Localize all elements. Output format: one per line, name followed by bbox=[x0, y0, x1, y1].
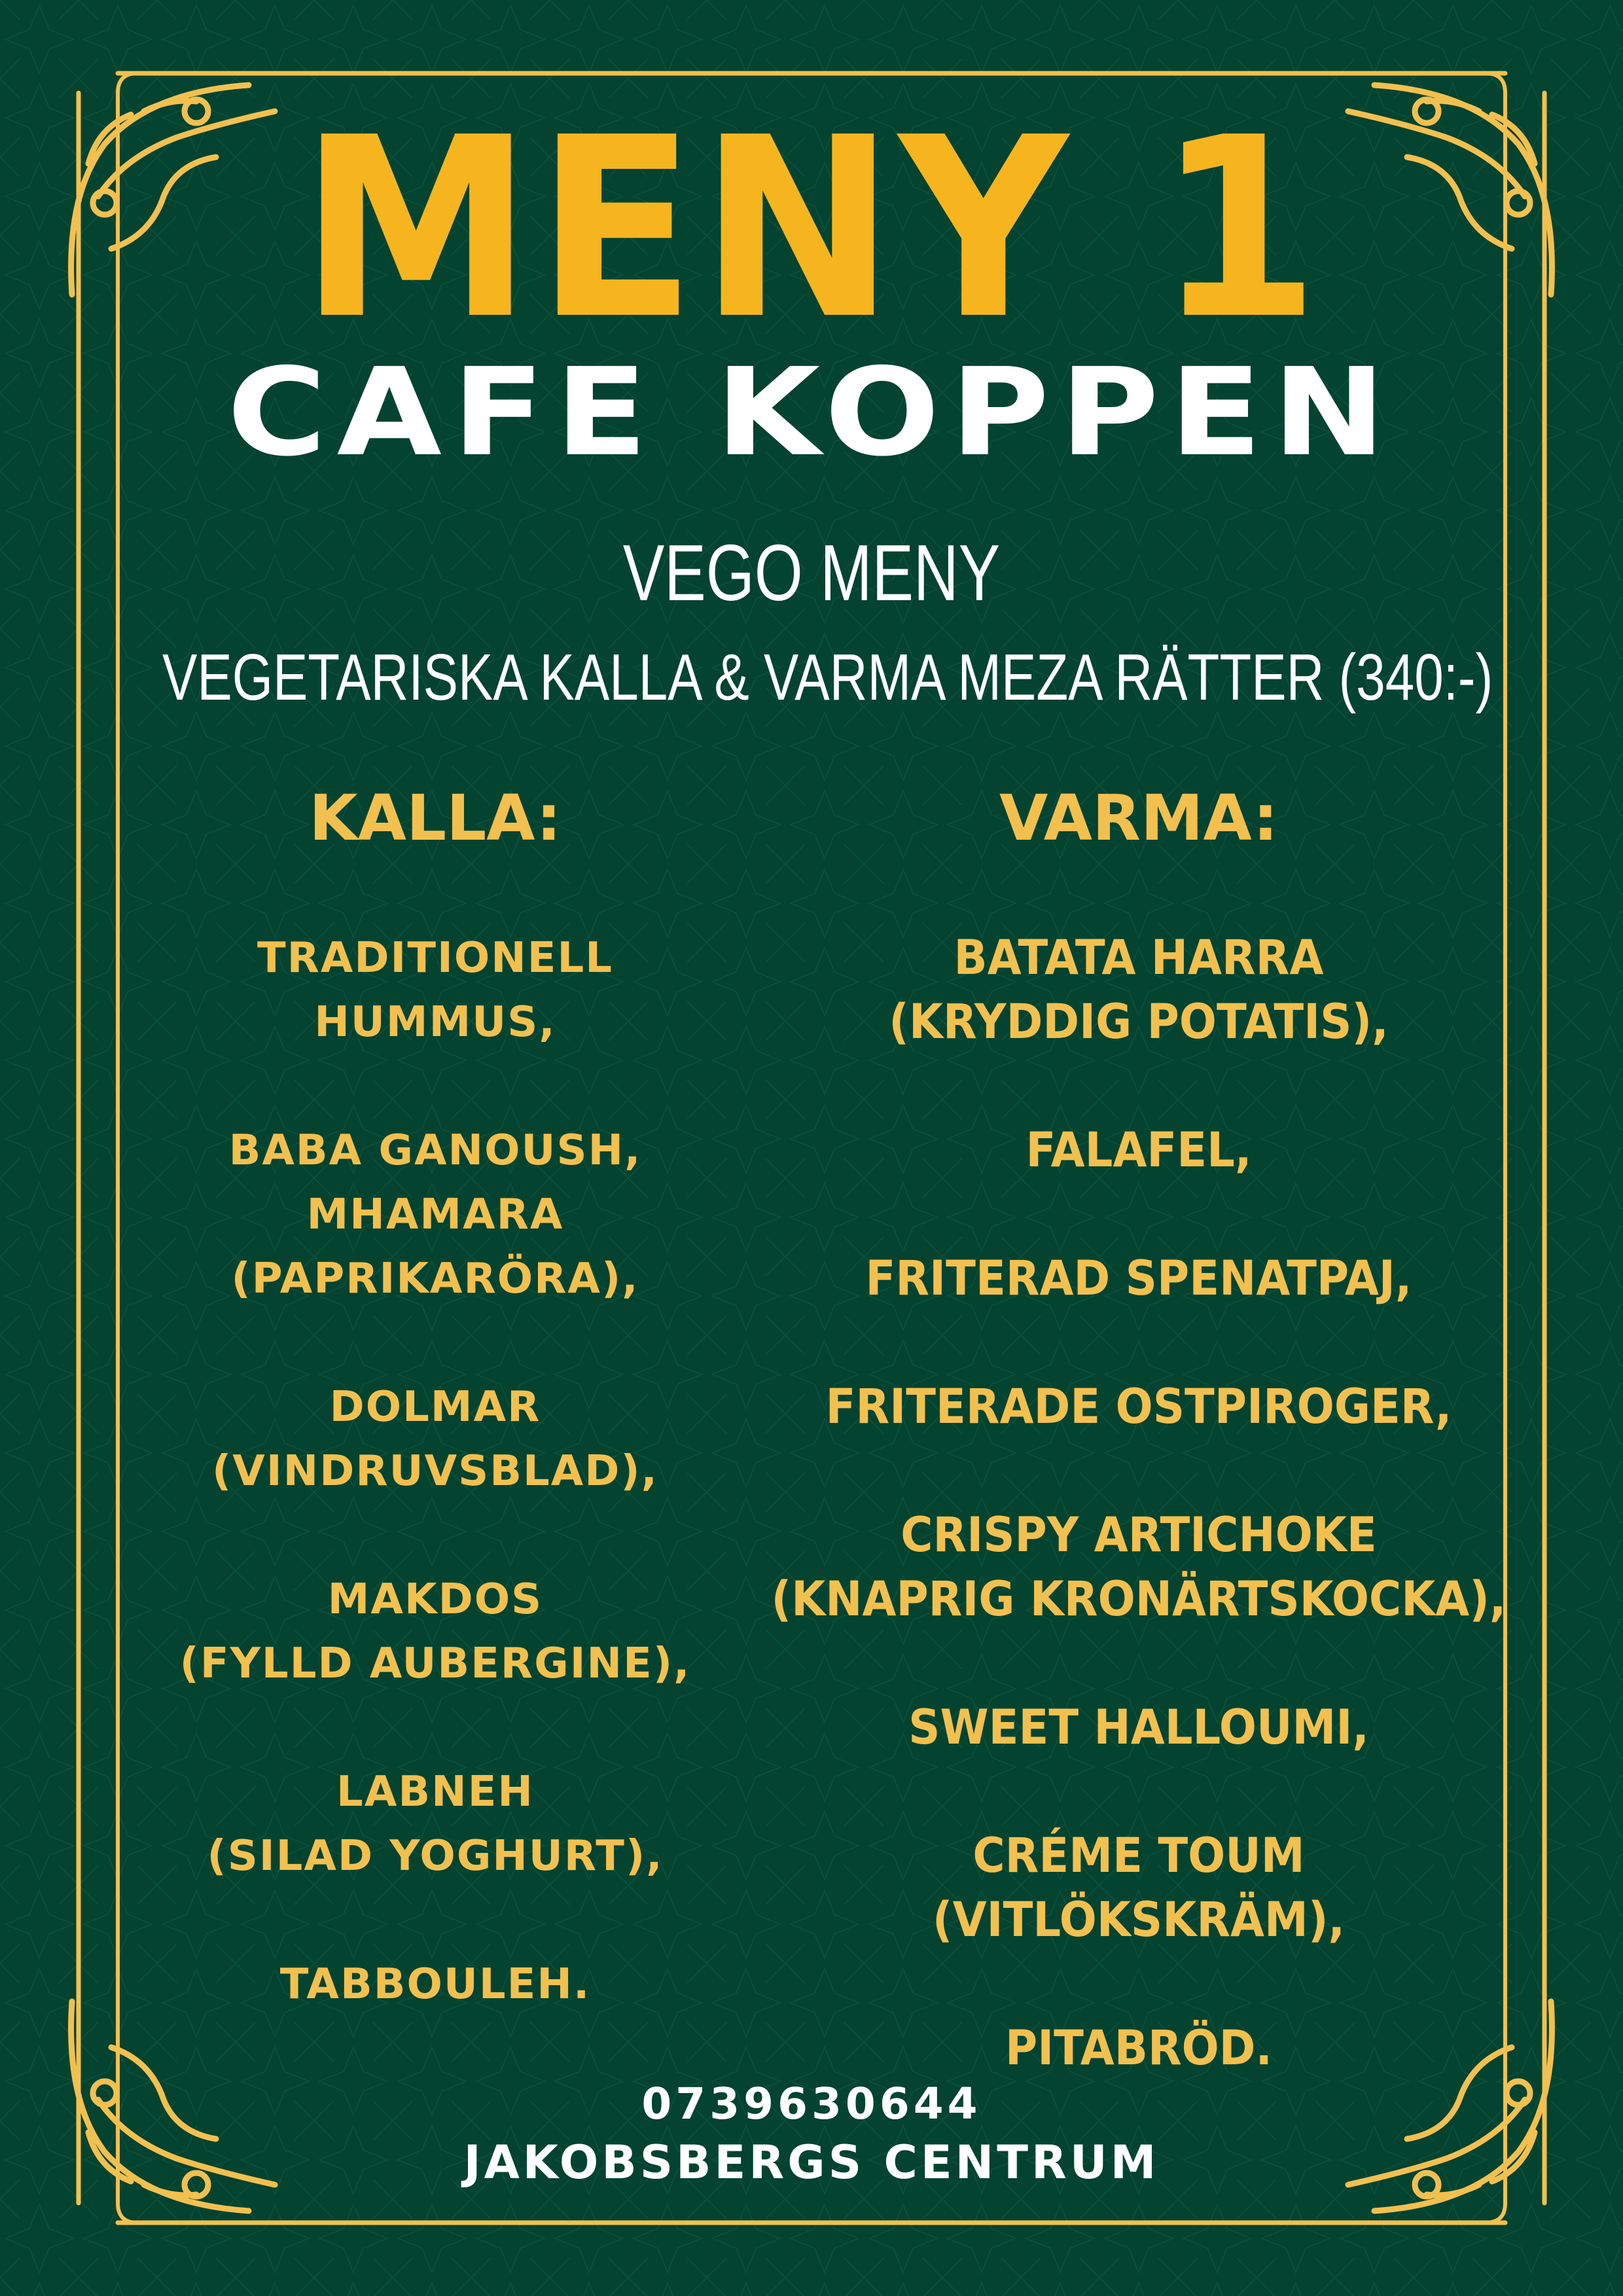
cold-heading: KALLA: bbox=[309, 781, 562, 855]
menu-description: VEGETARISKA KALLA & VARMA MEZA RÄTTER (340:-) bbox=[162, 641, 1493, 714]
list-item bbox=[111, 1952, 759, 2017]
item-line: (SILAD YOGHURT), bbox=[207, 1832, 664, 1880]
item-line: (PAPRIKARÖRA), bbox=[231, 1255, 639, 1303]
item-line: FRITERAD SPENATPAJ, bbox=[865, 1251, 1412, 1306]
restaurant-name: CAFE KOPPEN bbox=[226, 342, 1397, 483]
list-item bbox=[111, 1375, 759, 1503]
item-line: TABBOULEH. bbox=[279, 1960, 591, 2009]
item-line: MHAMARA bbox=[306, 1191, 564, 1239]
item-line: BABA GANOUSH, bbox=[228, 1126, 642, 1175]
item-line: PITABRÖD. bbox=[1005, 2020, 1273, 2076]
cold-dishes-column bbox=[111, 769, 759, 2081]
item-line: (VINDRUVSBLAD), bbox=[212, 1447, 658, 1496]
list-item bbox=[753, 1375, 1524, 1439]
item-line: DOLMAR bbox=[329, 1383, 541, 1431]
item-line: TRADITIONELL bbox=[257, 934, 614, 982]
menu-name: VEGO MENY bbox=[622, 528, 1001, 617]
warm-items-list bbox=[720, 926, 1558, 2081]
item-line: CRÉME TOUM bbox=[972, 1828, 1305, 1884]
list-item bbox=[753, 1119, 1524, 1183]
warm-heading: VARMA: bbox=[999, 781, 1278, 855]
list-item bbox=[753, 1696, 1524, 1760]
list-item bbox=[753, 1824, 1524, 1952]
list-item bbox=[753, 2017, 1524, 2081]
cold-items-list bbox=[111, 926, 759, 2017]
list-item bbox=[111, 926, 759, 1054]
item-line: CRISPY ARTICHOKE bbox=[901, 1507, 1377, 1563]
list-item bbox=[111, 1568, 759, 1696]
address: JAKOBSBERGS CENTRUM bbox=[463, 2136, 1160, 2189]
item-line: SWEET HALLOUMI, bbox=[908, 1700, 1369, 1755]
item-line: MAKDOS bbox=[327, 1575, 543, 1624]
list-item bbox=[753, 1247, 1524, 1311]
list-item bbox=[111, 1119, 759, 1247]
warm-dishes-column bbox=[720, 769, 1558, 2145]
item-line: (FYLLD AUBERGINE), bbox=[179, 1640, 691, 1688]
list-item bbox=[111, 1247, 759, 1311]
item-line: LABNEH bbox=[336, 1768, 534, 1816]
phone-number: 0739630644 bbox=[641, 2079, 982, 2129]
item-line: BATATA HARRA bbox=[954, 930, 1324, 986]
item-line: FALAFEL, bbox=[1026, 1122, 1252, 1178]
item-line: (KRYDDIG POTATIS), bbox=[889, 994, 1389, 1050]
item-line: FRITERADE OSTPIROGER, bbox=[825, 1379, 1452, 1435]
menu-title: MENY 1 bbox=[300, 84, 1323, 374]
list-item bbox=[753, 926, 1524, 1054]
list-item bbox=[111, 1760, 759, 1888]
item-line: HUMMUS, bbox=[314, 998, 556, 1047]
item-line: (VITLÖKSKRÄM), bbox=[932, 1892, 1346, 1948]
item-line: (KNAPRIG KRONÄRTSKOCKA), bbox=[771, 1571, 1507, 1627]
list-item bbox=[753, 1503, 1524, 1632]
